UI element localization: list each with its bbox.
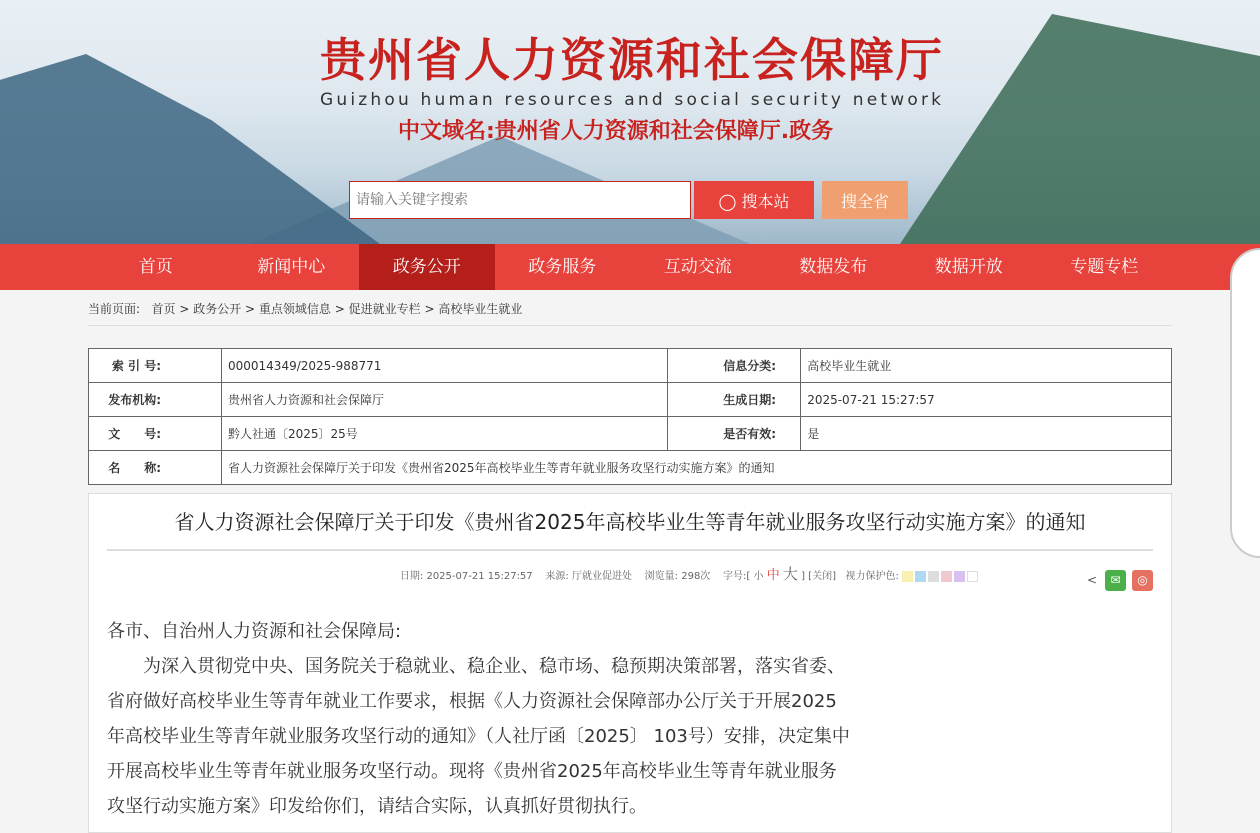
site-domain: 中文域名:贵州省人力资源和社会保障厅.政务 xyxy=(398,119,834,144)
label: 信息分类: xyxy=(668,349,801,383)
search-province-button[interactable]: 搜全省 xyxy=(822,181,908,219)
breadcrumb-link[interactable]: 重点领域信息 xyxy=(258,302,331,316)
site-subtitle: Guizhou human resources and social security network xyxy=(320,90,945,110)
meta-views: 浏览量: 298次 xyxy=(644,571,711,582)
org-value: 贵州省人力资源和社会保障厅 xyxy=(222,383,668,417)
floating-panel[interactable] xyxy=(1230,248,1260,558)
docno-value: 黔人社通〔2025〕25号 xyxy=(222,417,668,451)
header-banner xyxy=(0,0,1260,244)
paragraph: 为深入贯彻党中央、国务院关于稳就业、稳企业、稳市场、稳预期决策部署，落实省委、省府做好高校毕业生等青年就业工作要求，根据《人力资源社会保障部办公厅关于开展2025年高校毕业生等青年就业服务攻坚行动的通知》（人社厅函〔2025〕 103号）安排，决定集中开展高校毕业生等青年就业服务攻坚行动。现将《贵州省2025年高校毕业生等青年就业服务攻坚行动实施方案》印发给你们，请结合实际，认真抓好贯彻执行。 xyxy=(107,656,850,817)
breadcrumb: 当前页面: 首页 > 政务公开 > 重点领域信息 > 促进就业专栏 > 高校毕业生就业 xyxy=(88,290,1172,326)
meta-source: 来源: 厅就业促进处 xyxy=(545,571,632,582)
article-body xyxy=(89,614,869,824)
font-medium-button[interactable]: 中 xyxy=(766,568,780,583)
index-value: 000014349/2025-988771 xyxy=(222,349,668,383)
weibo-icon[interactable]: ◎ xyxy=(1132,570,1153,591)
search-bar xyxy=(349,181,908,219)
nav-services[interactable]: 政务服务 xyxy=(528,257,597,277)
font-large-button[interactable]: 大 xyxy=(782,565,798,583)
label: 索 引 号: xyxy=(89,349,222,383)
date-value: 2025-07-21 15:27:57 xyxy=(801,383,1172,417)
color-swatch-yellow[interactable] xyxy=(902,571,913,582)
color-swatch-purple[interactable] xyxy=(954,571,965,582)
color-swatch-blue[interactable] xyxy=(915,571,926,582)
mountain-decoration xyxy=(900,14,1260,244)
eye-care-label: 视力保护色: xyxy=(845,571,899,582)
article-title: 省人力资源社会保障厅关于印发《贵州省2025年高校毕业生等青年就业服务攻坚行动实施方案》的通知 xyxy=(174,510,1086,534)
search-site-label: 搜本站 xyxy=(741,191,790,211)
breadcrumb-label: 当前页面: xyxy=(88,302,141,316)
close-button[interactable]: [关闭] xyxy=(808,571,836,582)
nav-home[interactable]: 首页 xyxy=(138,257,173,277)
label: 生成日期: xyxy=(668,383,801,417)
breadcrumb-link[interactable]: 首页 xyxy=(151,302,176,316)
share-bar xyxy=(1085,570,1153,591)
main-nav xyxy=(0,244,1260,290)
font-small-button[interactable]: 小 xyxy=(753,571,764,582)
info-table xyxy=(88,348,1172,485)
search-input[interactable] xyxy=(349,181,691,219)
valid-value: 是 xyxy=(801,417,1172,451)
nav-open-data[interactable]: 数据开放 xyxy=(934,257,1003,277)
color-swatch-pink[interactable] xyxy=(941,571,952,582)
share-icon[interactable]: < xyxy=(1086,573,1098,587)
breadcrumb-link[interactable]: 政务公开 xyxy=(193,302,242,316)
search-icon: ◯ xyxy=(718,191,742,211)
divider xyxy=(107,549,1153,551)
category-value: 高校毕业生就业 xyxy=(801,349,1172,383)
label: 发布机构: xyxy=(89,383,222,417)
nav-news[interactable]: 新闻中心 xyxy=(257,257,326,277)
meta-date: 日期: 2025-07-21 15:27:57 xyxy=(399,571,533,582)
label: 是否有效: xyxy=(668,417,801,451)
label: 文 号: xyxy=(89,417,222,451)
article xyxy=(88,493,1172,833)
breadcrumb-link[interactable]: 高校毕业生就业 xyxy=(438,302,523,316)
nav-gov-affairs[interactable]: 政务公开 xyxy=(359,244,495,290)
font-size-label: 字号: xyxy=(723,571,747,582)
name-value: 省人力资源社会保障厅关于印发《贵州省2025年高校毕业生等青年就业服务攻坚行动实施方案》的通知 xyxy=(222,451,1172,485)
nav-topics[interactable]: 专题专栏 xyxy=(1070,257,1139,277)
salutation: 各市、自治州人力资源和社会保障局: xyxy=(107,621,402,642)
nav-interaction[interactable]: 互动交流 xyxy=(663,257,732,277)
wechat-icon[interactable]: ✉ xyxy=(1105,570,1126,591)
search-site-button[interactable] xyxy=(694,181,814,219)
color-swatch-gray[interactable] xyxy=(928,571,939,582)
article-meta: 日期: 2025-07-21 15:27:57 来源: 厅就业促进处 浏览量: 298次 字号:[ 小 中 大 ] [关闭] 视力保护色: xyxy=(89,563,1171,584)
site-title: 贵州省人力资源和社会保障厅 xyxy=(320,33,944,87)
breadcrumb-link[interactable]: 促进就业专栏 xyxy=(348,302,421,316)
label: 名 称: xyxy=(89,451,222,485)
color-swatch-white[interactable] xyxy=(967,571,978,582)
nav-data-release[interactable]: 数据发布 xyxy=(799,257,868,277)
